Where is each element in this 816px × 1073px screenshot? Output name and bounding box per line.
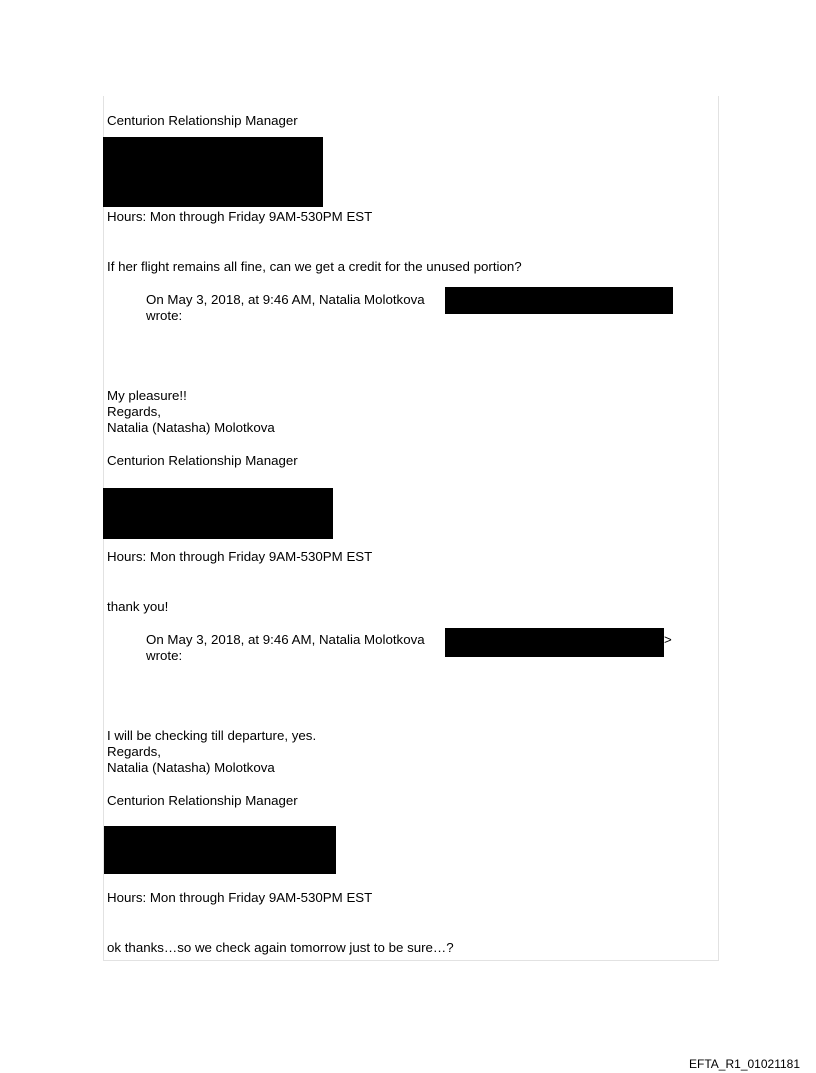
sender-name: Natalia (Natasha) Molotkova <box>107 420 275 435</box>
quote-wrote: wrote: <box>146 648 183 663</box>
reply-line: I will be checking till departure, yes. <box>107 728 317 743</box>
redaction-box <box>104 826 336 874</box>
signature-title: Centurion Relationship Manager <box>107 453 298 468</box>
redaction-box <box>103 137 323 207</box>
bates-number: EFTA_R1_01021181 <box>689 1057 800 1071</box>
quote-header: On May 3, 2018, at 9:46 AM, Natalia Molotkova <box>146 632 425 647</box>
sender-name: Natalia (Natasha) Molotkova <box>107 760 275 775</box>
hours-line: Hours: Mon through Friday 9AM-530PM EST <box>107 890 373 905</box>
redaction-box <box>445 628 664 657</box>
signature-title: Centurion Relationship Manager <box>107 113 298 128</box>
hours-line: Hours: Mon through Friday 9AM-530PM EST <box>107 209 373 224</box>
signature-title: Centurion Relationship Manager <box>107 793 298 808</box>
regards-line: Regards, <box>107 744 161 759</box>
reply-line: My pleasure!! <box>107 388 187 403</box>
redaction-box <box>445 287 673 314</box>
message-body: ok thanks…so we check again tomorrow just to be sure…? <box>107 940 454 955</box>
quote-bracket: > <box>664 632 672 647</box>
message-body: thank you! <box>107 599 169 614</box>
quote-wrote: wrote: <box>146 308 183 323</box>
message-body: If her flight remains all fine, can we get a credit for the unused portion? <box>107 259 522 274</box>
redaction-box <box>103 488 333 539</box>
quote-header: On May 3, 2018, at 9:46 AM, Natalia Molotkova <box>146 292 425 307</box>
regards-line: Regards, <box>107 404 161 419</box>
hours-line: Hours: Mon through Friday 9AM-530PM EST <box>107 549 373 564</box>
